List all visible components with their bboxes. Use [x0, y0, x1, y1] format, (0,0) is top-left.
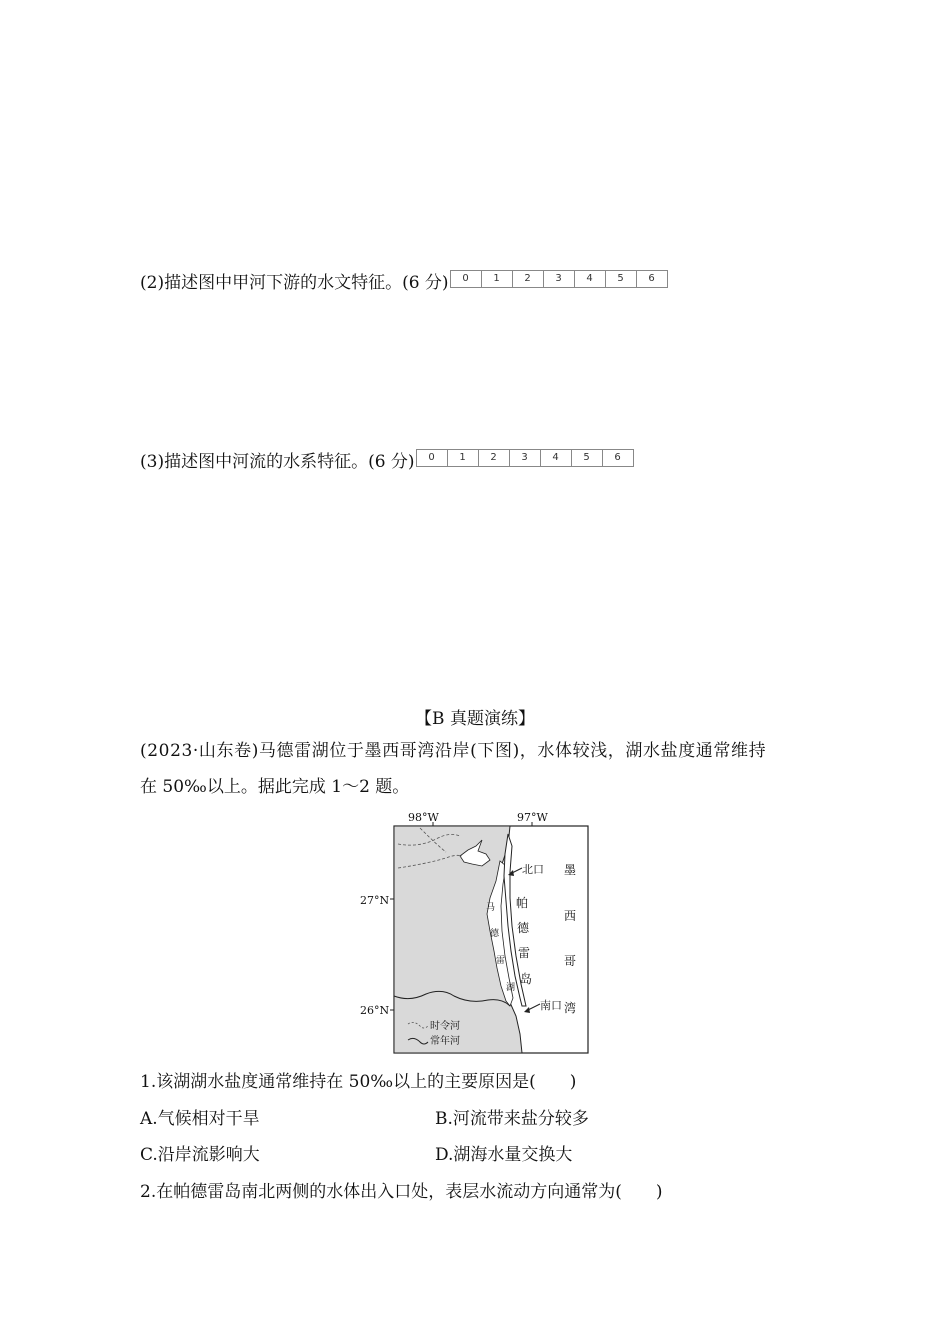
- q1-stem: 1.该湖湖水盐度通常维持在 50‰以上的主要原因是( ): [140, 1072, 577, 1092]
- island-char: 岛: [520, 972, 533, 986]
- score-cell[interactable]: 1: [481, 271, 512, 287]
- sea-char: 西: [564, 909, 577, 923]
- question-2-text: (2)描述图中甲河下游的水文特征。(6 分): [140, 273, 449, 293]
- score-cell[interactable]: 1: [447, 450, 478, 466]
- lake-char: 德: [490, 929, 500, 939]
- score-cell[interactable]: 0: [428, 452, 435, 463]
- legend-seasonal-label: 时令河: [430, 1021, 460, 1032]
- question-3-text: (3)描述图中河流的水系特征。(6 分): [140, 452, 415, 472]
- island-char: 帕: [516, 896, 529, 910]
- lat-label-27n: 27°N: [360, 894, 390, 907]
- score-box-q2[interactable]: [450, 270, 668, 288]
- lake-char: 雷: [496, 956, 506, 966]
- q1-option-a[interactable]: A.气候相对干旱: [140, 1109, 260, 1129]
- score-cell[interactable]: 4: [540, 450, 571, 466]
- score-cell[interactable]: 2: [512, 271, 543, 287]
- score-cell[interactable]: 4: [574, 271, 605, 287]
- score-cell[interactable]: 5: [605, 271, 636, 287]
- island-char: 德: [517, 921, 530, 935]
- score-cell[interactable]: 2: [478, 450, 509, 466]
- island-char: 雷: [518, 946, 531, 960]
- score-cell[interactable]: 5: [571, 450, 602, 466]
- q1-option-c[interactable]: C.沿岸流影响大: [140, 1145, 260, 1165]
- section-title: 【B 真题演练】: [415, 709, 535, 729]
- score-cell[interactable]: 3: [543, 271, 574, 287]
- lat-label-26n: 26°N: [360, 1004, 390, 1017]
- score-cell[interactable]: 0: [462, 273, 469, 284]
- lon-label-98w: 98°W: [408, 811, 439, 824]
- lon-label-97w: 97°W: [517, 811, 548, 824]
- question-3: [140, 451, 634, 473]
- lake-char: 湖: [506, 983, 516, 993]
- north-inlet-label: 北口: [522, 863, 544, 876]
- score-box-q3[interactable]: [416, 449, 634, 467]
- intro-line-2: 在 50‰以上。据此完成 1～2 题。: [140, 777, 410, 797]
- score-cell[interactable]: 3: [509, 450, 540, 466]
- sea-char: 哥: [564, 954, 577, 968]
- south-inlet-label: 南口: [540, 999, 562, 1012]
- sea-char: 湾: [564, 1001, 577, 1015]
- lake-char: 马: [486, 903, 496, 913]
- score-cell[interactable]: 6: [636, 271, 667, 287]
- q1-option-b[interactable]: B.河流带来盐分较多: [435, 1109, 589, 1129]
- q1-option-d[interactable]: D.湖海水量交换大: [435, 1145, 573, 1165]
- intro-line-1: (2023·山东卷)马德雷湖位于墨西哥湾沿岸(下图)，水体较浅，湖水盐度通常维持: [140, 741, 767, 761]
- sea-char: 墨: [564, 863, 577, 877]
- lake-madre-map: [350, 806, 610, 1056]
- question-2: [140, 272, 668, 294]
- score-cell[interactable]: 6: [602, 450, 633, 466]
- legend-perennial-label: 常年河: [430, 1036, 460, 1047]
- q2-stem: 2.在帕德雷岛南北两侧的水体出入口处，表层水流动方向通常为( ): [140, 1182, 663, 1202]
